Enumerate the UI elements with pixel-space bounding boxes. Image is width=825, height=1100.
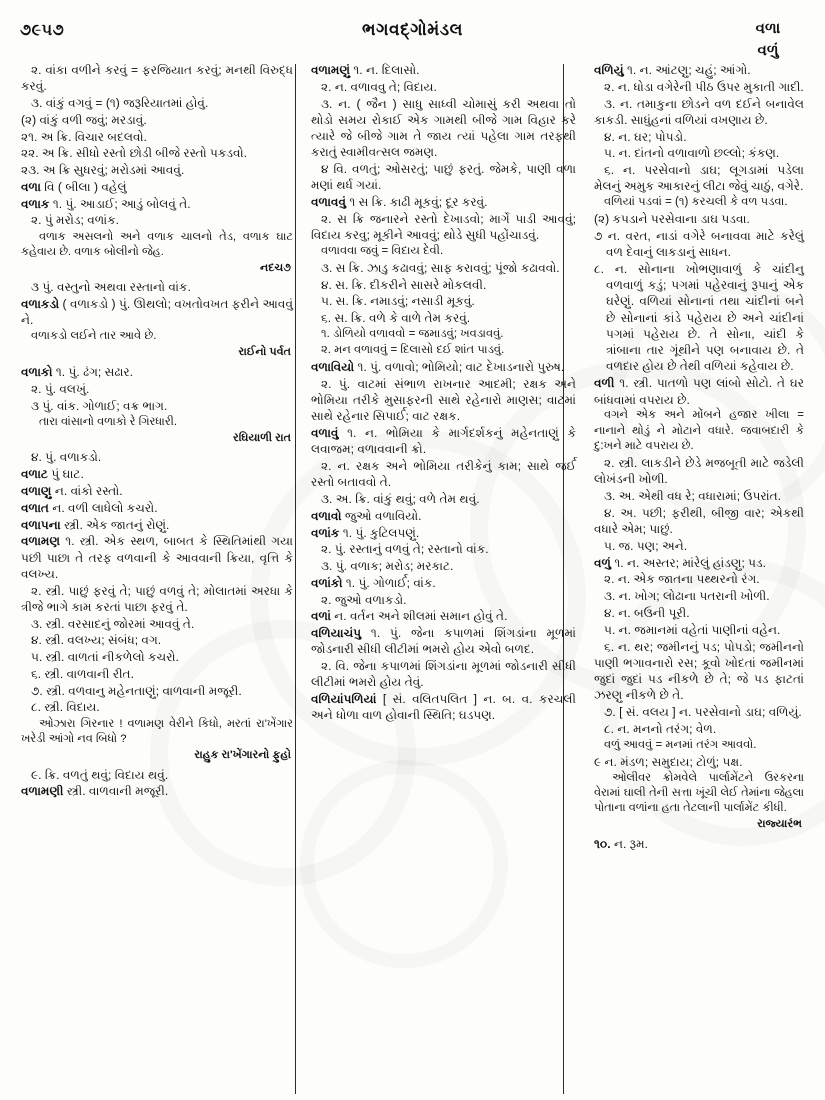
sense-definition: ૭ ન. વરત, નાડાં વગેરે બનાવવા માટે કરેલું વળ દેવાનું લાકડાનું સાધન. [594,228,804,260]
sense-definition: ૪. પું. વળાકડો. [31,450,102,465]
definition-text: ન. રૂમ. [610,836,649,851]
headword: વળિયાચંપુ [311,626,362,641]
sense-definition: ૪. અ. પછી; ફરીથી, બીજી વાર; એકથી વધારે એમ; પાછું. [594,505,804,537]
sense-definition: ૮. સ્ત્રી. વિદાય. [31,700,100,715]
sense-definition: ૭. સ્ત્રી. વળવાનુ મહેનતાણું; વાળવાની મજૂરી. [31,683,242,698]
headword: વળાં [311,609,331,624]
dictionary-entry [21,783,293,799]
sense-definition: ૫. ન. દાંતનો વળાવાળો છલ્લો; કંકણ. [604,146,780,161]
definition-text: ૧. ન. અસ્તર; માંરેલું હાંડણુ; પડ. [610,555,767,570]
headword: વળામણી [21,784,64,799]
sense-definition: ૫. જ. પણ; અને. [604,538,688,553]
source-citation: રાહુક રા'ખેંગારનો ફુહો [194,748,291,761]
headword: વળાવો [311,508,342,523]
example-phrase: વળું આવવું = મનમાં તરંગ આવવો. [604,738,757,751]
sense-definition: ૩. ન. તમાકુના છોડને વળ દઈને બનાવેલ કાકડી. સાધુંહનાં વળિયાં વખણાય છે. [594,96,804,127]
sense-definition: ૫. સ્ત્રી. વાળતાં નીકળેલો કચરો. [31,650,179,665]
sense-definition: ૩. અ. એથી વધ રે; વધારામાં; ઉપરાંત. [604,489,782,504]
definition-text: ૧. પું. વળાવો; ભોમિયો; વાટ દેખાડનારો પુરુષ. [354,359,565,374]
example-phrase: વગને એક અને મોંબને હજાર ખીલા = નાનાને થોડું ને મોટાને વધારે. જવાબદારી કે દુ:ખને માટે વપરાય છે. [594,409,804,453]
sense-definition: ૬. ન. પરસેવાનો ડાઘ; લૂગડામાં પડેલા મેલનું અમુક આકારનું લીટા જેવું ચાઠું, વગેરે. [594,163,804,194]
dictionary-entry [311,575,576,591]
example-quotation: ઓલીવર ક્રોમવેલે પાર્લામેંટને ઉરકરના વેરામાં ઘાલી તેની સત્તા ખૂંચી લેઈ તેમાંના જેહલા પોતાના વળાંના હતા તેટલાની પાર્લામેંટ કીધી. [594,771,804,815]
source-citation: રાજ્યારંભ [757,817,802,830]
sense-definition: ૩. અ. ક્રિ. વાંકું થવું; વળે તેમ થવું. [321,491,480,506]
sense-definition: ૩. પું. વળાક; મરોડ; મરકાટ. [321,559,454,574]
sense-definition: ૨. જુઓ વળાકડો. [321,592,407,607]
example-phrase: ૨. મન વળાવવું = દિલાસો દઈ શાંત પાડવું. [321,343,505,356]
text-column-1 [12,62,302,1094]
example-quotation: ઓઝારા ગિરનાર ! વળામણ વેરીને કિધો, મરતાં રા'ખેંગાર ખરેડી આંગો નવ બિધો ? [21,717,293,745]
dictionary-entry [21,466,293,482]
dictionary-entry [311,359,576,375]
dictionary-entry [21,483,293,499]
source-citation: રાઈનો પર્વત [238,346,291,359]
example-phrase: વળાવવા જવું = વિદાય દેવી. [321,244,444,257]
definition-text: ન. વાંકો રસ્તો. [51,484,123,499]
dictionary-entry [311,62,576,78]
sense-definition: ૬. ન. થર; જમીનનું પડ; પોપડો; જમીનનો પાણી ભગાવનારો રસ; કૂવો ખોદતાં જમીનમાં જુદાં જુદાં પડ નીકળે છે તે; જે પડ ફાટતાં ઝરણુ નીકળે છે તે. [594,639,804,703]
dictionary-entry [311,691,576,724]
headword: વળાંક [311,525,340,540]
dictionary-entry [594,375,804,408]
sense-definition: ૨૩. અ ક્રિ સુધરવું; મરોડમાં આવવું. [21,163,185,178]
sense-definition: ૩. ન. ખોગ; લોઢાના પતરાની ખોળી. [604,589,770,604]
example-phrase: ૧. ડોળિયો વળાવવો = જમાડવું; ખવડાવવું. [321,327,504,340]
sense-definition: ૨. વિ. જેના કપાળમાં શિંગડાંના મૂળમાં જોડનારી સીધી લીટીમાં ભમરો હોય તેવું. [311,659,576,690]
headword: વળાપના [21,517,61,532]
dictionary-entry [594,555,804,571]
example-quotation: તારા વાંસાનો વળાકો રે ગિરધારી. [39,415,178,428]
source-citation: રઘિયાળી રાત [232,431,291,444]
headword: વળાટ [21,467,48,482]
headword: વળું [594,555,611,570]
sense-definition: ૨. પું મરોડ; વળાંક. [31,213,120,228]
sense-definition: ૬. સ. ક્રિ. વળે કે વાળે તેમ કરવું. [321,311,471,326]
dictionary-entry [311,608,576,624]
dictionary-entry [594,62,804,78]
definition-text: પું ઘાટ. [47,467,84,482]
headword: વળા [21,179,41,194]
dictionary-entry [311,508,576,524]
sense-definition: ૪. સ્ત્રી. વલખ્ય; સંબંધ; વગ. [31,633,162,648]
sense-definition: ૨. પું. રસ્તાનું વળવું તે; રસ્તાનો વાંક. [321,542,489,557]
headword: વળાત [21,500,49,515]
dictionary-entry [21,517,293,533]
sense-definition: ૭. [ સં. વલય ] ન. પરસેવાનો ડાઘ; વળિયું. [604,705,802,720]
sense-definition: ૨. ન. એક જાતના પથ્થરનો રંગ. [604,572,760,587]
definition-text: ૧. ન. દિલાસો. [350,63,420,77]
sense-definition: ૯ ન. મંડળ; સમુદાય; ટોળું; પક્ષ. [594,754,743,769]
definition-text: ૧. ન. આંટણુ; ચહું; આંગો. [623,63,751,77]
headword: વળિયું [594,63,624,77]
sense-definition: ૮. ન. સોનાના ખોભણાવાળું કે ચાંદીનુ વળવાળું કડું; પગમાં પહેરવાનું રૂપાનું એક ઘરેણું. વળિયાં સોનાનાં તથા ચાંદીનાં બને છે સોનાનાં કાંડે પહેરાય છે અને ચાંદીનાં પગમાં પહેરાય છે. તે સોના, ચાંદી કે ત્રાંબાના તાર ગૂંથીને પણ બનાવાય છે. તે વળદાર હોય છે તેથી વળિયાં કહેવાય છે. [594,261,804,374]
dictionary-entry [311,194,576,210]
sense-definition: ૨. સ ક્રિ જનારને રસ્તો દેખાડવો; માર્ગે પાડી આવવું; વિદાય કરવુ; મૂકીને આવવું; થોડે સુધી પહોંચાડવું. [311,211,576,243]
source-citation: નદચ૭ [259,261,291,274]
continuation-line: (૨) કપડાને પરસેવાના ડાઘ પડવા. [594,212,750,227]
sense-definition: ૩. ન. ( જૈન ) સાધુ સાધ્વી ચોમાસું કરી અથવા તો થોડો સમય રોકાઈ એક ગામથી બીજે ગામ વિહાર કરે ત્યારે જે બીજે ગામ તે જાય ત્યાં પહેલા ગામ તરફથી કરાતું સ્વામીવત્સલ જમણ. [311,96,576,160]
sense-definition: ૪. ન. ઘર; પોપડો. [604,129,687,144]
dictionary-entry [311,425,576,458]
sense-definition: ૯. ક્રિ. વળતું થવું; વિદાય થવું. [31,767,169,782]
headword: વળાવવું [311,195,346,210]
definition-text: ૧. પું. આડાઈ; આડું બોલવું તે. [49,196,191,211]
sense-definition: ૨૧. અ ક્રિ. વિચાર બદલવો. [21,129,147,144]
sense-definition: ૩. વાંકું વગવું = (૧) જરૂરિયાતમાં હોવું. [31,96,209,111]
sense-definition: ૨૨. અ ક્રિ. સીધો રસ્તો છોડી બીજે રસ્તો પકડવો. [21,146,247,161]
headword: વળામણું [311,63,351,77]
definition-text: સ્ત્રી. વાળવાની મજૂરી. [63,784,169,799]
headword: વળાકો [21,365,53,380]
sense-definition: ૫. ન. જમાનમાં વહેતાં પાણીનાં વહેન. [604,622,781,637]
dictionary-entry [594,836,804,852]
definition-text: ૧. સ્ત્રી. એક સ્થળ, બાબત કે સ્થિતિમાંથી ગયા પછી પાછા તે તરફ વળવાની કે આવવાની ક્રિયા, વૃત્તિ કે વલખ્ય. [21,534,293,581]
sense-definition: ૨. ન. વળાવવુ તે; વિદાય. [321,79,437,94]
text-column-3 [585,62,813,1094]
definition-text: ન. વર્તન અને શીલમાં સમાન હોવું તે. [330,609,508,624]
definition-text: ( વળાકડો ) પું. ઊથલો; વખતોવખત ફરીને આવવું ને. [21,297,293,328]
definition-text: વિ ( બીલા ) વહેલું [40,179,127,194]
example-quotation: વળાક અસલનો અને વળાક ચાલનો તેડ, વળાક ઘાટ કહેવાય છે. વળાક બોલીનો જેહ. [21,230,293,258]
continuation-line: (૨) વાંકું વળી જવું; મરડાવું. [21,112,147,127]
sense-definition: ૬. સ્ત્રી. વાળવાની રીત. [31,666,134,681]
definition-text: ૧. પું. કુટિલપણું. [339,525,420,540]
guide-word-last: વળું [757,41,779,59]
dictionary-entry [311,625,576,658]
example-phrase: વળાકડો લઈને તાર આવે છે. [31,330,157,343]
definition-text: ન. વળી લાધેલો કચરો. [48,500,158,515]
dictionary-entry [21,296,293,329]
sense-definition: ૨. સ્ત્રી. પાછું ફરવું તે; પાછું વળવું તે; મોલાતમાં અરધા કે ત્રીજે ભાગે કામ કરતાં પાછા ફરવું તે. [21,583,293,614]
dictionary-entry [21,500,293,516]
sense-definition: ૪. ન. બઉની પૂરી. [604,606,690,621]
sense-definition: ૨. પું. વલખું. [31,381,90,396]
definition-text: જુઓ વળાવિયો. [341,508,422,523]
example-phrase: વળિયાં પડવાં = (૧) કરચલી કે વળ પડવા. [604,196,788,209]
headword: વળાંકો [311,575,343,590]
definition-text: ૧. પું. ગોળાર્ઈ; વાંક. [342,575,436,590]
text-column-2 [302,62,585,1094]
definition-text: ૧. પું. ઢંગ; સઢાર. [52,365,134,380]
sense-definition: ૨. ન. રક્ષક અને ભોમિયા તરીકેનું કામ; સાથે જર્ઈ રસ્તો બતાવવો તે. [311,458,576,490]
headword: વળાણુ [21,484,52,499]
headword: વળિયાંપળિયાં [311,692,377,707]
definition-text: ૧ સ ક્રિ. કાઢી મૂકવું; દૂર કરવું. [346,195,488,210]
book-title: ભગવદ્ગોમંડલ [362,20,463,39]
dictionary-entry [311,525,576,541]
column-container [12,62,813,1094]
headword: વળાક [21,196,50,211]
headword: વળાવું [311,425,339,440]
definition-text: ૧. પું. જેના કપાળમાં શિંગડાંના મૂળમાં જોડનારી સીધી લીટીમાં ભમરો હોય એવો બળદ. [311,626,576,657]
definition-text: ૧. ન. ભોમિયા કે માર્ગદર્શકનું મહેનતાણું કે લવાજમ; વળાવવાની ક્રો. [311,425,576,457]
sense-definition: ૮. ન. મનનો તરંગ; વેળ. [604,721,717,736]
definition-text: ૧. સ્ત્રી. પાતળો પણ લાંબો સોટો. તે ઘર બાંધવામાં વપરાય છે. [594,376,804,407]
sense-definition: ૩ પું. વસ્તુનો અથવા રસ્તાનો વાંક. [31,280,191,295]
dictionary-entry [21,533,293,582]
sense-definition: ૪. સ. ક્રિ. દીકરીને સાસરે મોકલવી. [321,277,487,292]
sense-definition: ૨. પું. વાટમાં સંભાળ રાખનાર આદમી; રક્ષક અને ભોમિયા તરીકે મુસાફરની સાથે રહેનારો માણસ; વાટમાં સાથે રહેનાર સિપાર્ઈ; વાટ રક્ષક. [311,376,576,424]
sense-definition: ૨. ન. ધોડા વગેરેની પીઠ ઉપર મુકાતી ગાદી. [604,79,804,94]
sense-definition: ૪ વિ. વળતું; ઓસરતું; પાછું ફરતું. જેમકે, પાણી વળા મણાં થર્ધ ગયાં. [311,162,576,193]
sense-definition: ૨. વાંકા વળીને કરવું = ફરજિયાત કરવું; મનથી વિરુદ્ધ કરવું. [21,63,293,94]
sense-definition: ૨. સ્ત્રી. લાકડીને છેડે મજબૂતી માટે જડેલી લોખંડની ખોળી. [594,456,804,487]
guide-word-first: વળા [755,20,781,37]
headword: વળામણ [21,534,61,549]
headword: વળાવિયો [311,359,355,374]
dictionary-entry [21,196,293,212]
headword: વળાકડો [21,297,60,312]
definition-text: [ સં. વલિતપલિત ] ન. બ. વ. કરચલી અને ધોળા વાળ હોવાની સ્થિતિ; ઘડપણ. [311,692,576,723]
page-number: ૭૯૫૭ [20,22,65,39]
headword: ૧૦. [594,836,611,851]
dictionary-entry [21,364,293,380]
sense-definition: ૩. સ ક્રિ. ઝાડુ કઢાવવું; સાફ કરાવવું; પૂંજો કઢાવવો. [321,260,560,275]
dictionary-entry [21,179,293,195]
guide-words [733,18,803,62]
headword: વળી [594,376,615,391]
sense-definition: ૫. સ. ક્રિ. નમાડવું; નસાડી મૂકવું. [321,294,475,309]
sense-definition: ૩ પું. વાંક. ગોળાઈ; વક્ર ભાગ. [31,398,168,413]
sense-definition: ૩. સ્ત્રી. વરસાદનું જોરમાં આવવું તે. [31,616,195,631]
definition-text: સ્ત્રી. એક જાતનું રોણું. [60,517,170,532]
